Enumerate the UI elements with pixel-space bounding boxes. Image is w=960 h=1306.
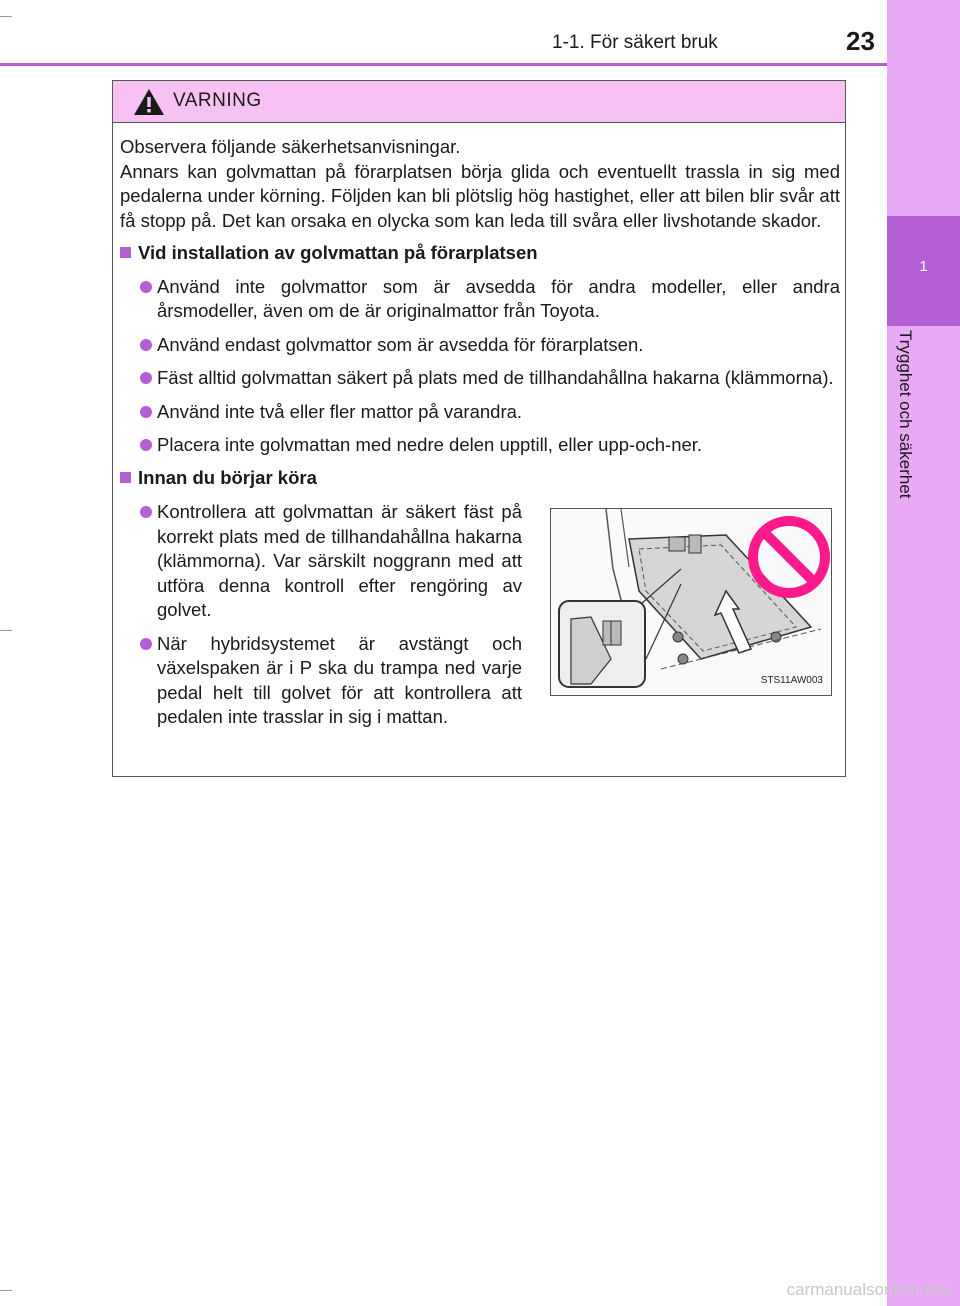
chapter-title: Trygghet och säkerhet: [896, 330, 915, 499]
round-bullet-icon: [140, 372, 152, 384]
crop-mark: [0, 16, 12, 17]
header-rule: [0, 63, 887, 66]
page-number: 23: [846, 26, 875, 56]
warning-title: VARNING: [173, 90, 262, 111]
list-item: Använd inte golvmattor som är avsedda för andra modeller, eller andra årsmodeller, även om de är originalmattor från Toyota.: [120, 275, 840, 324]
crop-mark: [0, 1290, 12, 1291]
round-bullet-icon: [140, 406, 152, 418]
warning-body: [120, 135, 840, 730]
crop-mark: [0, 630, 12, 631]
square-bullet-icon: [120, 472, 131, 483]
floor-mat-illustration: [550, 508, 832, 696]
list-item: När hybridsystemet är avstängt och växelspaken är i P ska du trampa ned varje pedal helt till golvet för att kontrollera att pedalen inte trasslar in sig i mattan.: [120, 632, 522, 730]
round-bullet-icon: [140, 339, 152, 351]
section-heading: Innan du börjar köra: [120, 466, 840, 491]
warning-triangle-icon: [133, 88, 165, 116]
list-item: Använd endast golvmattor som är avsedda för förarplatsen.: [120, 333, 840, 358]
section-title: 1-1. För säkert bruk: [552, 32, 718, 53]
watermark: carmanualsonline.info: [786, 1280, 952, 1299]
list-item: Använd inte två eller fler mattor på varandra.: [120, 400, 840, 425]
section2-text: [120, 500, 522, 730]
section-heading: Vid installation av golvmattan på förarplatsen: [120, 241, 840, 266]
warning-intro: [120, 135, 840, 233]
round-bullet-icon: [140, 506, 152, 518]
round-bullet-icon: [140, 439, 152, 451]
list-item: Placera inte golvmattan med nedre delen upptill, eller upp-och-ner.: [120, 433, 840, 458]
round-bullet-icon: [140, 638, 152, 650]
list-item: Kontrollera att golvmattan är säkert fäst på korrekt plats med de tillhandahållna hakarna (klämmorna). Var särskilt noggrann med att utföra denna kontroll efter rengöring av golvet.: [120, 500, 522, 623]
chapter-side-tab: [887, 0, 960, 1306]
illustration-code: STS11AW003: [760, 674, 823, 686]
square-bullet-icon: [120, 247, 131, 258]
warning-box: [112, 80, 846, 777]
section2-content: [120, 500, 840, 730]
round-bullet-icon: [140, 281, 152, 293]
intro-line: Annars kan golvmattan på förarplatsen börja glida och eventuellt trassla in sig med pedalerna under körning. Följden kan bli plötslig hög hastighet, eller att bilen blir svår att få stopp på. Det kan orsaka en olycka som kan leda till svåra eller livshotande skador.: [120, 160, 840, 231]
floor-mat-drawing: [551, 509, 831, 695]
warning-header: [113, 81, 845, 123]
chapter-number: 1: [919, 258, 928, 275]
list-item: Fäst alltid golvmattan säkert på plats med de tillhandahållna hakarna (klämmorna).: [120, 366, 840, 391]
intro-line: Observera följande säkerhetsanvisningar.: [120, 136, 461, 157]
